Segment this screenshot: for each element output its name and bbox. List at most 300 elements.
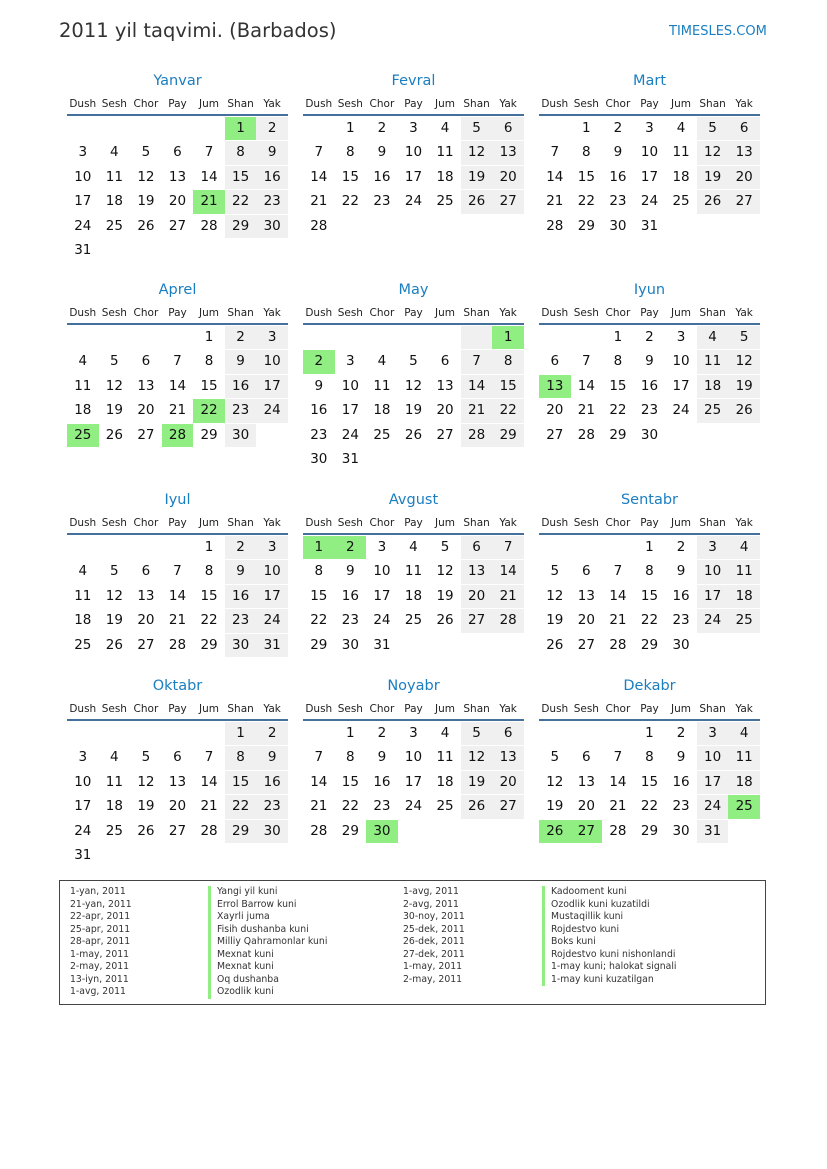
day-cell: 29 (225, 215, 257, 239)
empty-cell (571, 326, 603, 350)
weekday-label: Pay (168, 98, 187, 110)
day-cell: 15 (341, 168, 359, 185)
weekday-label: Chor (133, 703, 159, 715)
day-cell: 9 (676, 563, 686, 580)
day-cell: 18 (404, 587, 423, 604)
day-cell: 21 (609, 798, 627, 815)
weekday-label: Dush (69, 703, 97, 715)
day-cell: 27 (546, 426, 564, 443)
weekday-label: Shan (699, 307, 726, 319)
week-row (67, 190, 288, 214)
day-cell: 23 (672, 798, 690, 815)
day-cell: 4 (440, 724, 450, 741)
weekday-header (539, 699, 760, 721)
day-cell: 8 (204, 563, 214, 580)
day-cell: 16 (341, 587, 359, 604)
weekday-label: Shan (699, 517, 726, 529)
day-cell: 23 (609, 193, 627, 210)
empty-cell (130, 117, 162, 141)
day-cell: 14 (461, 375, 493, 399)
legend-holiday-name: Ozodlik kuni (208, 986, 274, 999)
day-cell: 7 (173, 353, 182, 370)
legend-holiday-name: Yangi yil kuni (208, 886, 278, 899)
empty-cell (571, 722, 603, 746)
day-cell: 29 (200, 636, 218, 653)
day-cell: 1 (346, 724, 355, 741)
empty-cell (665, 424, 697, 448)
day-cell: 1 (492, 326, 524, 350)
empty-cell (602, 722, 634, 746)
day-cell: 1 (204, 538, 214, 555)
day-cell: 24 (256, 609, 288, 633)
week-row (539, 795, 760, 819)
day-cell: 14 (577, 377, 595, 394)
day-cell: 16 (373, 773, 391, 790)
day-cell: 13 (168, 168, 187, 185)
weekday-label: Jum (199, 517, 220, 529)
week-row (539, 746, 760, 770)
day-cell: 2 (613, 119, 623, 136)
day-cell: 9 (377, 144, 387, 161)
day-cell: 4 (110, 749, 119, 766)
empty-cell (335, 326, 367, 350)
day-cell: 4 (377, 353, 387, 370)
empty-cell (539, 117, 571, 141)
day-cell: 28 (461, 424, 493, 448)
day-cell: 17 (640, 168, 659, 185)
day-cell: 21 (310, 193, 328, 210)
weekday-label: Yak (499, 703, 517, 715)
day-cell: 1 (645, 538, 654, 555)
day-cell: 27 (492, 190, 524, 214)
day-cell: 28 (609, 636, 627, 653)
empty-cell (99, 326, 131, 350)
week-row (67, 820, 288, 844)
legend-date: 21-yan, 2011 (70, 898, 132, 910)
day-cell: 16 (225, 375, 257, 399)
empty-cell (429, 215, 461, 239)
empty-cell (130, 239, 162, 263)
day-cell: 6 (141, 353, 151, 370)
day-cell: 13 (436, 377, 454, 394)
day-cell: 10 (341, 377, 359, 394)
day-cell: 28 (162, 424, 194, 448)
day-cell: 26 (137, 822, 155, 839)
empty-cell (256, 239, 288, 263)
weekday-label: Sesh (573, 517, 599, 529)
empty-cell (130, 536, 162, 560)
empty-cell (99, 536, 131, 560)
weekday-label: Jum (671, 307, 692, 319)
month-iyun (539, 282, 760, 447)
day-cell: 4 (676, 119, 686, 136)
empty-cell (67, 326, 99, 350)
empty-cell (162, 326, 194, 350)
day-cell: 30 (640, 426, 659, 443)
month-name: Yanvar (153, 73, 202, 89)
day-cell: 12 (105, 377, 123, 394)
week-row (303, 190, 524, 214)
week-row (67, 609, 288, 633)
day-cell: 20 (492, 166, 524, 190)
legend-date: 27-dek, 2011 (403, 948, 465, 960)
month-name: Oktabr (152, 678, 203, 694)
weekday-label: Chor (369, 98, 395, 110)
day-cell: 12 (137, 168, 155, 185)
weekday-label: Dush (305, 98, 333, 110)
weekday-label: Dush (305, 307, 333, 319)
weekday-label: Chor (133, 517, 159, 529)
day-cell: 29 (640, 822, 659, 839)
day-cell: 10 (404, 144, 423, 161)
weekday-label: Chor (369, 517, 395, 529)
day-cell: 21 (200, 798, 218, 815)
day-cell: 12 (137, 773, 155, 790)
day-cell: 20 (436, 402, 454, 419)
day-cell: 28 (168, 636, 187, 653)
weekday-label: Chor (605, 307, 631, 319)
day-cell: 4 (728, 722, 760, 746)
day-cell: 23 (310, 426, 328, 443)
legend-date: 2-may, 2011 (403, 973, 463, 985)
week-row (539, 166, 760, 190)
day-cell: 10 (74, 773, 92, 790)
day-cell: 2 (256, 117, 288, 141)
day-cell: 25 (105, 217, 123, 234)
day-cell: 27 (571, 820, 603, 844)
empty-cell (398, 634, 430, 658)
day-cell: 8 (225, 746, 257, 770)
day-cell: 27 (492, 795, 524, 819)
legend-holiday-name: Errol Barrow kuni (208, 899, 296, 912)
weekday-label: Sesh (337, 307, 363, 319)
day-cell: 25 (672, 193, 690, 210)
day-cell: 21 (609, 612, 627, 629)
day-cell: 25 (728, 609, 760, 633)
empty-cell (728, 424, 760, 448)
day-cell: 30 (310, 451, 328, 468)
day-cell: 18 (436, 168, 454, 185)
day-cell: 5 (728, 326, 760, 350)
day-cell: 2 (377, 724, 387, 741)
month-name: Iyun (633, 282, 666, 298)
weekday-label: Chor (133, 307, 159, 319)
legend-date: 1-avg, 2011 (403, 886, 459, 897)
weekday-label: Sesh (101, 307, 127, 319)
legend-date: 25-dek, 2011 (403, 923, 465, 935)
day-cell: 28 (310, 217, 328, 234)
day-cell: 15 (341, 773, 359, 790)
day-cell: 16 (310, 402, 328, 419)
weekday-label: Shan (463, 307, 490, 319)
day-cell: 15 (200, 587, 218, 604)
weekday-header (67, 303, 288, 325)
day-cell: 10 (256, 560, 288, 584)
weekday-label: Sesh (101, 517, 127, 529)
day-cell: 8 (314, 563, 324, 580)
day-cell: 22 (310, 612, 328, 629)
day-cell: 30 (366, 820, 398, 844)
day-cell: 12 (461, 141, 493, 165)
day-cell: 6 (492, 117, 524, 141)
weekday-label: Chor (605, 517, 631, 529)
week-row (67, 634, 288, 658)
month-oktabr (67, 678, 288, 868)
day-cell: 12 (546, 773, 564, 790)
weekday-label: Pay (168, 517, 187, 529)
day-cell: 27 (461, 609, 493, 633)
empty-cell (492, 448, 524, 472)
day-cell: 8 (613, 353, 623, 370)
legend-holiday-name: Kadooment kuni (542, 886, 627, 899)
day-cell: 31 (74, 242, 92, 259)
day-cell: 19 (436, 587, 454, 604)
day-cell: 28 (492, 609, 524, 633)
day-cell: 20 (168, 798, 187, 815)
week-row (539, 424, 760, 448)
day-cell: 17 (341, 402, 359, 419)
day-cell: 16 (373, 168, 391, 185)
empty-cell (99, 117, 131, 141)
month-noyabr (303, 678, 524, 843)
weekday-label: Dush (541, 98, 569, 110)
day-cell: 29 (200, 426, 218, 443)
day-cell: 2 (256, 722, 288, 746)
day-cell: 29 (609, 426, 627, 443)
week-row (539, 141, 760, 165)
day-cell: 18 (436, 773, 454, 790)
week-row (303, 722, 524, 746)
day-cell: 22 (341, 798, 359, 815)
day-cell: 17 (404, 168, 423, 185)
day-cell: 7 (613, 563, 623, 580)
day-cell: 8 (582, 144, 591, 161)
day-cell: 18 (728, 771, 760, 795)
empty-cell (461, 326, 493, 350)
month-may (303, 282, 524, 472)
day-cell: 20 (168, 193, 187, 210)
holiday-legend (59, 880, 766, 1005)
day-cell: 20 (577, 612, 595, 629)
day-cell: 29 (310, 636, 328, 653)
week-row (67, 239, 288, 263)
day-cell: 15 (640, 587, 659, 604)
day-cell: 21 (310, 798, 328, 815)
day-cell: 19 (461, 166, 493, 190)
day-cell: 28 (577, 426, 595, 443)
day-cell: 8 (204, 353, 214, 370)
day-cell: 3 (256, 326, 288, 350)
day-cell: 4 (409, 538, 418, 555)
empty-cell (398, 820, 430, 844)
weekday-label: Jum (199, 703, 220, 715)
day-cell: 13 (728, 141, 760, 165)
day-cell: 25 (373, 426, 391, 443)
weekday-label: Chor (369, 703, 395, 715)
week-row (539, 350, 760, 374)
day-cell: 5 (461, 117, 493, 141)
page-title: 2011 yil taqvimi. (Barbados) (59, 19, 337, 42)
day-cell: 16 (672, 587, 690, 604)
week-row (303, 771, 524, 795)
week-row (303, 795, 524, 819)
empty-cell (697, 424, 729, 448)
day-cell: 20 (546, 402, 564, 419)
day-cell: 5 (440, 538, 450, 555)
day-cell: 30 (672, 822, 690, 839)
empty-cell (225, 239, 257, 263)
day-cell: 23 (225, 609, 257, 633)
day-cell: 18 (672, 168, 690, 185)
day-cell: 15 (225, 771, 257, 795)
day-cell: 12 (461, 746, 493, 770)
day-cell: 31 (341, 451, 359, 468)
weekday-label: Shan (227, 98, 254, 110)
weekday-label: Yak (499, 98, 517, 110)
day-cell: 9 (377, 749, 387, 766)
day-cell: 4 (78, 353, 88, 370)
day-cell: 15 (609, 377, 627, 394)
day-cell: 9 (225, 350, 257, 374)
day-cell: 19 (546, 612, 564, 629)
day-cell: 7 (314, 144, 324, 161)
weekday-label: Dush (69, 517, 97, 529)
day-cell: 24 (74, 822, 92, 839)
weekday-header (67, 699, 288, 721)
weekday-header (303, 303, 524, 325)
empty-cell (602, 536, 634, 560)
week-row (539, 820, 760, 844)
day-cell: 25 (436, 193, 454, 210)
day-cell: 6 (728, 117, 760, 141)
week-row (67, 375, 288, 399)
weekday-label: Dush (541, 703, 569, 715)
empty-cell (303, 117, 335, 141)
site-link[interactable]: TIMESLES.COM (669, 24, 767, 39)
day-cell: 24 (373, 612, 391, 629)
empty-cell (539, 326, 571, 350)
empty-cell (256, 424, 288, 448)
legend-holiday-name: Xayrli juma (208, 911, 270, 924)
day-cell: 27 (137, 636, 155, 653)
empty-cell (429, 448, 461, 472)
day-cell: 23 (341, 612, 359, 629)
day-cell: 27 (577, 636, 595, 653)
day-cell: 17 (697, 585, 729, 609)
day-cell: 14 (310, 168, 328, 185)
legend-holiday-name: Mexnat kuni (208, 961, 274, 974)
week-row (67, 844, 288, 868)
day-cell: 3 (346, 353, 355, 370)
week-row (539, 536, 760, 560)
day-cell: 4 (110, 144, 119, 161)
day-cell: 16 (225, 585, 257, 609)
empty-cell (492, 820, 524, 844)
day-cell: 6 (582, 563, 591, 580)
day-cell: 14 (310, 773, 328, 790)
legend-date: 1-yan, 2011 (70, 886, 126, 897)
empty-cell (461, 634, 493, 658)
month-name: Avgust (388, 492, 439, 508)
day-cell: 8 (346, 144, 355, 161)
day-cell: 21 (461, 399, 493, 423)
day-cell: 20 (577, 798, 595, 815)
legend-date: 30-noy, 2011 (403, 911, 465, 922)
day-cell: 15 (310, 587, 328, 604)
day-cell: 14 (546, 168, 564, 185)
weekday-label: Sesh (337, 98, 363, 110)
day-cell: 16 (672, 773, 690, 790)
weekday-label: Chor (605, 98, 631, 110)
day-cell: 24 (697, 795, 729, 819)
day-cell: 23 (373, 193, 391, 210)
empty-cell (571, 536, 603, 560)
day-cell: 29 (492, 424, 524, 448)
day-cell: 18 (74, 612, 92, 629)
day-cell: 11 (436, 144, 454, 161)
day-cell: 4 (78, 563, 88, 580)
month-name: May (398, 282, 429, 298)
day-cell: 31 (697, 820, 729, 844)
weekday-label: Shan (463, 98, 490, 110)
day-cell: 26 (105, 426, 123, 443)
day-cell: 16 (256, 771, 288, 795)
day-cell: 9 (676, 749, 686, 766)
legend-date: 2-avg, 2011 (403, 898, 459, 910)
weekday-label: Shan (227, 307, 254, 319)
day-cell: 30 (609, 217, 627, 234)
day-cell: 9 (225, 560, 257, 584)
legend-date: 22-apr, 2011 (70, 911, 131, 922)
empty-cell (130, 722, 162, 746)
month-name: Noyabr (387, 678, 440, 694)
week-row (303, 399, 524, 423)
empty-cell (697, 634, 729, 658)
day-cell: 19 (105, 612, 123, 629)
week-row (303, 424, 524, 448)
day-cell: 27 (168, 822, 187, 839)
day-cell: 22 (640, 612, 659, 629)
empty-cell (67, 536, 99, 560)
day-cell: 3 (78, 749, 88, 766)
week-row (539, 609, 760, 633)
legend-holiday-name: Rojdestvo kuni nishonlandi (542, 949, 675, 962)
day-cell: 1 (204, 328, 214, 345)
day-cell: 6 (582, 749, 591, 766)
empty-cell (366, 215, 398, 239)
legend-holiday-name: Ozodlik kuni kuzatildi (542, 899, 650, 912)
day-cell: 11 (728, 560, 760, 584)
week-row (539, 399, 760, 423)
weekday-label: Jum (199, 307, 220, 319)
day-cell: 26 (546, 636, 564, 653)
week-row (67, 399, 288, 423)
day-cell: 11 (105, 773, 123, 790)
day-cell: 11 (74, 587, 92, 604)
day-cell: 7 (314, 749, 324, 766)
day-cell: 30 (341, 636, 359, 653)
weekday-label: Shan (463, 517, 490, 529)
weekday-label: Sesh (573, 98, 599, 110)
month-name: Mart (632, 73, 667, 89)
day-cell: 24 (404, 798, 423, 815)
empty-cell (130, 326, 162, 350)
weekday-label: Jum (435, 517, 456, 529)
day-cell: 1 (645, 724, 654, 741)
legend-holiday-name: Fisih dushanba kuni (208, 924, 309, 937)
day-cell: 3 (78, 144, 88, 161)
day-cell: 1 (225, 117, 257, 141)
